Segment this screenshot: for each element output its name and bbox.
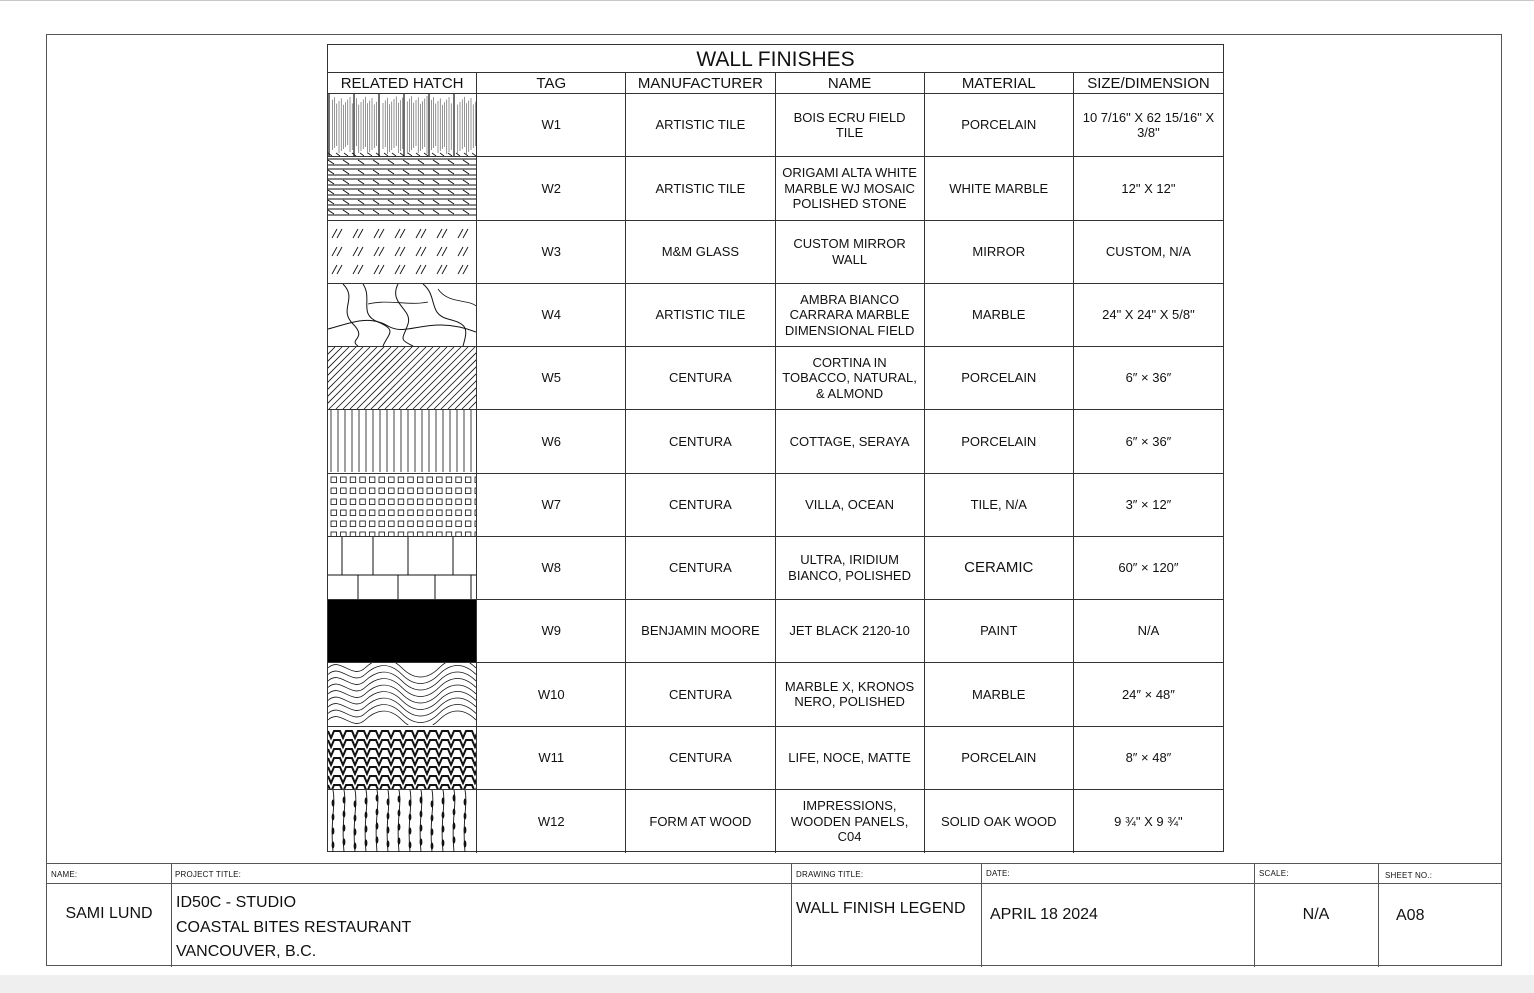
page-top-rule: [0, 0, 1534, 1]
size-dimension-cell: 8″ × 48″: [1125, 749, 1172, 765]
table-row: [328, 347, 1223, 410]
related-hatch-cell: [328, 600, 477, 662]
diagonal-lines-hatch-swatch: [328, 347, 476, 409]
tag-cell: W8: [477, 537, 626, 599]
tag-cell: W12: [477, 790, 626, 853]
finish-name-cell: VILLA, OCEAN: [776, 474, 925, 536]
related-hatch-cell: [328, 221, 477, 283]
manufacturer-cell: ARTISTIC TILE: [626, 157, 775, 219]
header-tag: TAG: [477, 73, 626, 93]
table-row: [328, 94, 1223, 157]
solid-black-hatch-swatch: [328, 600, 476, 662]
zigzag-dense-hatch-swatch: [328, 727, 476, 789]
drawing-title-label: DRAWING TITLE:: [796, 870, 864, 879]
sheet-no-label: SHEET NO.:: [1385, 871, 1433, 880]
related-hatch-cell: [328, 537, 477, 599]
related-hatch-cell: [328, 284, 477, 346]
size-dimension-cell: 3″ × 12″: [1125, 496, 1172, 512]
date-value: APRIL 18 2024: [990, 906, 1098, 923]
related-hatch-cell: [328, 347, 477, 409]
table-row: [328, 663, 1223, 726]
sheet-number: A08: [1396, 907, 1425, 924]
brick-hatch-swatch: [328, 537, 476, 599]
material-cell: MARBLE: [925, 284, 1074, 346]
small-squares-hatch-swatch: [328, 474, 476, 536]
schedule-rows: [328, 94, 1223, 853]
manufacturer-cell: ARTISTIC TILE: [626, 94, 775, 156]
table-row: [328, 284, 1223, 347]
finish-name-cell: IMPRESSIONS, WOODEN PANELS, C04: [776, 790, 925, 853]
title-block: [47, 863, 1502, 966]
material-cell: CERAMIC: [925, 537, 1074, 599]
manufacturer-cell: CENTURA: [626, 663, 775, 725]
tag-cell: W5: [477, 347, 626, 409]
manufacturer-cell: CENTURA: [626, 727, 775, 789]
name-label: NAME:: [51, 870, 78, 879]
horizontal-dash-bands-hatch-swatch: [328, 157, 476, 219]
header-material: MATERIAL: [925, 73, 1074, 93]
material-cell: SOLID OAK WOOD: [925, 790, 1074, 853]
finish-name-cell: ULTRA, IRIDIUM BIANCO, POLISHED: [776, 537, 925, 599]
tag-cell: W7: [477, 474, 626, 536]
finish-name-cell: JET BLACK 2120-10: [776, 600, 925, 662]
related-hatch-cell: [328, 727, 477, 789]
related-hatch-cell: [328, 790, 477, 853]
tag-cell: W6: [477, 410, 626, 472]
tag-cell: W9: [477, 600, 626, 662]
table-row: [328, 727, 1223, 790]
title-block-divider: [981, 864, 982, 967]
title-block-divider: [791, 864, 792, 967]
schedule-header-row: [328, 73, 1223, 94]
vertical-lines-hatch-swatch: [328, 410, 476, 472]
finish-name-cell: MARBLE X, KRONOS NERO, POLISHED: [776, 663, 925, 725]
finish-name-cell: CORTINA IN TOBACCO, NATURAL, & ALMOND: [776, 347, 925, 409]
tag-cell: W10: [477, 663, 626, 725]
size-dimension-cell: 12" X 12": [1121, 180, 1176, 196]
glass-ticks-hatch-swatch: [328, 221, 476, 283]
finish-name-cell: COTTAGE, SERAYA: [776, 410, 925, 472]
size-dimension-cell: 24" X 24" X 5/8": [1102, 307, 1195, 323]
material-cell: MIRROR: [925, 221, 1074, 283]
tag-cell: W11: [477, 727, 626, 789]
material-cell: PORCELAIN: [925, 94, 1074, 156]
material-cell: WHITE MARBLE: [925, 157, 1074, 219]
tag-cell: W4: [477, 284, 626, 346]
table-row: [328, 410, 1223, 473]
finish-name-cell: LIFE, NOCE, MATTE: [776, 727, 925, 789]
manufacturer-cell: M&M GLASS: [626, 221, 775, 283]
project-title-line-3: VANCOUVER, B.C.: [176, 943, 317, 960]
size-dimension-cell: N/A: [1137, 623, 1160, 639]
title-block-divider: [171, 864, 172, 967]
wood-grain-hatch-swatch: [328, 790, 476, 852]
material-cell: MARBLE: [925, 663, 1074, 725]
table-row: [328, 600, 1223, 663]
manufacturer-cell: FORM AT WOOD: [626, 790, 775, 853]
designer-name: SAMI LUND: [65, 905, 153, 922]
scale-label: SCALE:: [1259, 869, 1289, 878]
tag-cell: W3: [477, 221, 626, 283]
finish-name-cell: BOIS ECRU FIELD TILE: [776, 94, 925, 156]
page-bottom-strip: [0, 975, 1534, 993]
manufacturer-cell: BENJAMIN MOORE: [626, 600, 775, 662]
header-related-hatch: RELATED HATCH: [328, 73, 477, 93]
size-dimension-cell: 24″ × 48″: [1121, 686, 1175, 702]
material-cell: PAINT: [925, 600, 1074, 662]
header-name: NAME: [776, 73, 925, 93]
manufacturer-cell: CENTURA: [626, 410, 775, 472]
related-hatch-cell: [328, 410, 477, 472]
related-hatch-cell: [328, 157, 477, 219]
material-cell: PORCELAIN: [925, 410, 1074, 472]
material-cell: TILE, N/A: [925, 474, 1074, 536]
project-title-label: PROJECT TITLE:: [175, 870, 242, 879]
manufacturer-cell: ARTISTIC TILE: [626, 284, 775, 346]
manufacturer-cell: CENTURA: [626, 537, 775, 599]
finish-name-cell: AMBRA BIANCO CARRARA MARBLE DIMENSIONAL FIELD: [776, 284, 925, 346]
manufacturer-cell: CENTURA: [626, 474, 775, 536]
wavy-contour-hatch-swatch: [328, 663, 476, 725]
size-dimension-cell: 9 ¾" X 9 ¾": [1114, 813, 1183, 829]
manufacturer-cell: CENTURA: [626, 347, 775, 409]
drawing-title: WALL FINISH LEGEND: [796, 900, 966, 917]
schedule-title: WALL FINISHES: [328, 45, 1223, 73]
material-cell: PORCELAIN: [925, 347, 1074, 409]
finish-name-cell: CUSTOM MIRROR WALL: [776, 221, 925, 283]
size-dimension-cell: 6″ × 36″: [1125, 433, 1172, 449]
marble-contour-hatch-swatch: [328, 284, 476, 346]
size-dimension-cell: CUSTOM, N/A: [1105, 243, 1191, 259]
table-row: [328, 790, 1223, 853]
related-hatch-cell: [328, 94, 477, 156]
tag-cell: W2: [477, 157, 626, 219]
size-dimension-cell: 6″ × 36″: [1125, 370, 1172, 386]
table-row: [328, 537, 1223, 600]
project-title-line-1: ID50C - STUDIO: [176, 894, 297, 911]
table-row: [328, 474, 1223, 537]
material-cell: PORCELAIN: [925, 727, 1074, 789]
project-title-line-2: COASTAL BITES RESTAURANT: [176, 919, 412, 936]
wall-finishes-schedule: [327, 44, 1224, 852]
date-label: DATE:: [986, 869, 1010, 878]
header-size-dimension: SIZE/DIMENSION: [1087, 75, 1210, 92]
title-block-divider: [1378, 864, 1379, 967]
scale-value: N/A: [1302, 906, 1330, 923]
related-hatch-cell: [328, 663, 477, 725]
vertical-striated-hatch-swatch: [328, 94, 476, 156]
size-dimension-cell: 60″ × 120″: [1118, 560, 1179, 576]
header-manufacturer: MANUFACTURER: [626, 73, 775, 93]
table-row: [328, 221, 1223, 284]
table-row: [328, 157, 1223, 220]
tag-cell: W1: [477, 94, 626, 156]
finish-name-cell: ORIGAMI ALTA WHITE MARBLE WJ MOSAIC POLISHED STONE: [776, 157, 925, 219]
size-dimension-cell: 10 7/16" X 62 15/16" X 3/8": [1082, 109, 1215, 141]
related-hatch-cell: [328, 474, 477, 536]
